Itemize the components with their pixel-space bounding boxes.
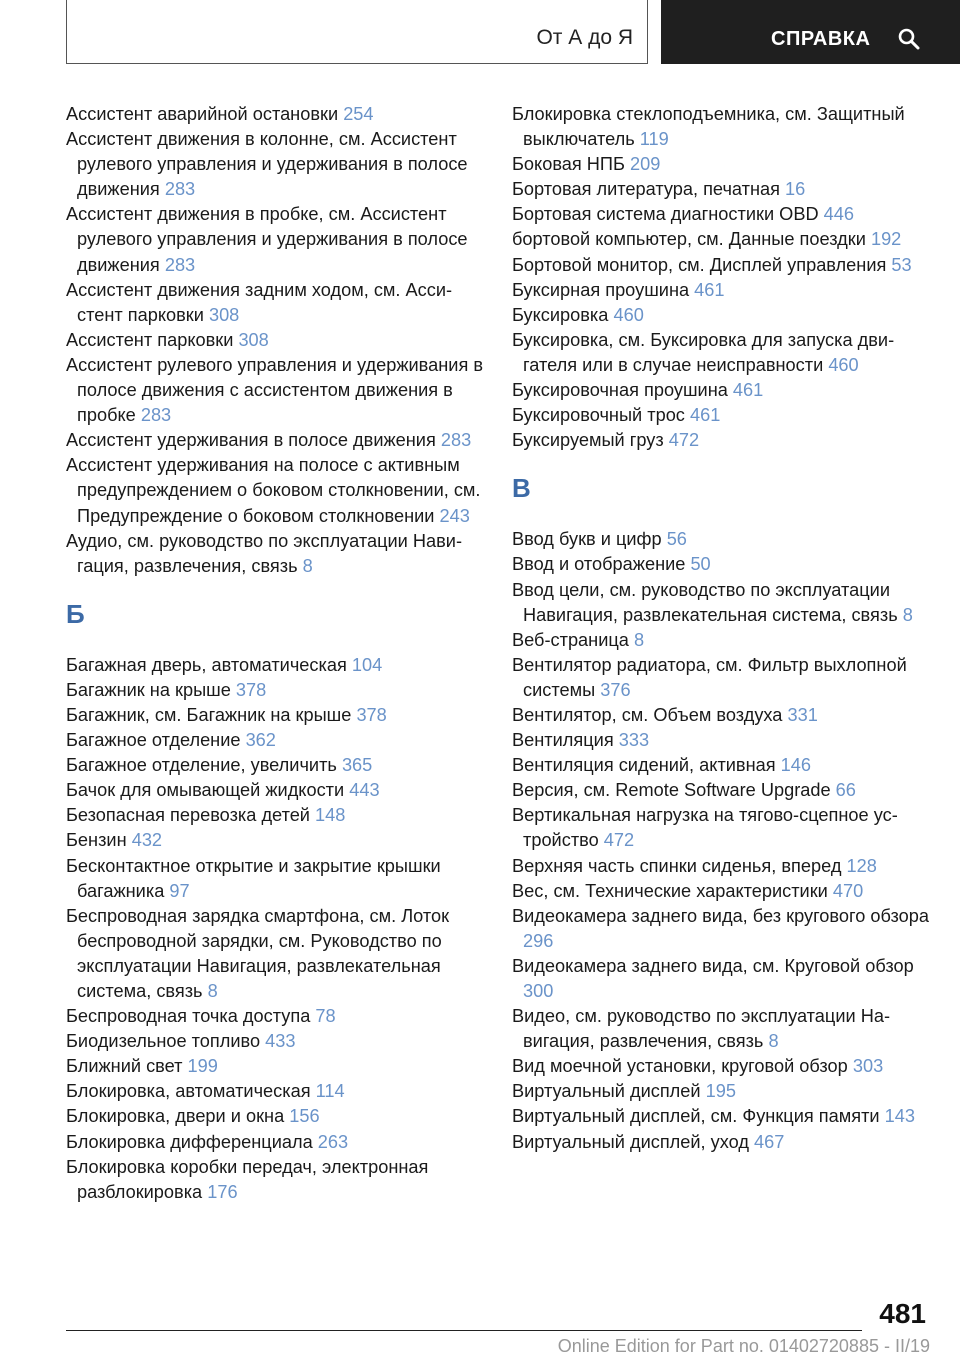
index-entry-text: Блокировка дифференциала: [66, 1131, 318, 1152]
index-entry-text: Видеокамера заднего вида, без кругового обзора: [512, 905, 930, 926]
index-entry-text: Ассистент аварийной остановки: [66, 104, 344, 124]
page-reference-link[interactable]: 376: [600, 679, 631, 700]
index-entry: [66, 1130, 486, 1155]
page-reference-link[interactable]: 461: [732, 380, 764, 401]
index-entry: [512, 904, 932, 954]
index-entry: [66, 703, 486, 728]
index-entry-text: Ввод и отображение: [512, 554, 691, 575]
page-reference-link[interactable]: 119: [639, 129, 669, 150]
page-reference-link[interactable]: 176: [207, 1181, 238, 1202]
tab-a-to-z-label: От А до Я: [536, 26, 633, 49]
tab-help-label: СПРАВКА: [771, 28, 871, 50]
index-entry: [66, 828, 486, 853]
page-reference-link[interactable]: 472: [603, 830, 635, 851]
index-entry-text: Видео, см. руководство по эксплуатации Навигация, развлечения, связь: [512, 1006, 891, 1052]
page-reference-link[interactable]: 97: [169, 880, 190, 901]
page-reference-link[interactable]: 433: [265, 1031, 296, 1052]
index-entry: [512, 728, 932, 753]
index-entry-text: Виртуальный дисплей: [512, 1081, 706, 1102]
index-entry-text: Багажник на крыше: [66, 679, 236, 700]
page-reference-link[interactable]: 472: [668, 430, 700, 451]
index-entry: [512, 253, 932, 278]
index-entry: [512, 653, 932, 703]
page-reference-link[interactable]: 308: [208, 304, 240, 325]
index-entry: [66, 453, 486, 528]
index-entry: [512, 227, 932, 252]
index-entry: [512, 1054, 932, 1079]
page-reference-link[interactable]: 146: [780, 755, 812, 776]
index-entry-text: Ввод цели, см. руководство по эксплуатации Навигация, развлекательная система, связь: [512, 579, 903, 625]
index-column-right: [512, 102, 932, 1155]
index-entry: [512, 703, 932, 728]
page-reference-link[interactable]: 156: [289, 1106, 320, 1127]
index-entry: [66, 728, 486, 753]
index-entry: [66, 1079, 486, 1104]
index-entry: [66, 778, 486, 803]
index-entry: [66, 904, 486, 1004]
page-reference-link[interactable]: 53: [891, 254, 912, 275]
page-number: 481: [879, 1298, 926, 1329]
index-entry-text: Ближний свет: [66, 1056, 188, 1077]
index-entry-text: Безопасная перевозка детей: [66, 805, 316, 826]
index-entry-text: Аудио, см. руководство по эксплуатации Навигация, развлечения, связь: [66, 530, 463, 576]
index-entry: [66, 102, 486, 127]
index-entry-text: Вес, см. Технические характеристики: [512, 880, 833, 901]
index-column-left: [66, 102, 486, 1205]
page-reference-link[interactable]: 8: [302, 555, 313, 576]
index-entry-text: Виртуальный дисплей, см. Функция памяти: [512, 1106, 885, 1127]
index-entry-text: Багажное отделение, увеличить: [66, 755, 342, 776]
index-entry: [512, 202, 932, 227]
page-reference-link[interactable]: 378: [235, 679, 267, 700]
index-entry-text: Беспроводная точка доступа: [66, 1006, 316, 1027]
index-entry: [512, 954, 932, 1004]
index-entry-text: Вид моечной установки, круговой обзор: [512, 1056, 853, 1077]
page-reference-link[interactable]: 283: [440, 430, 472, 451]
index-entry: [66, 803, 486, 828]
index-entry-text: Биодизельное топливо: [66, 1031, 266, 1052]
index-entry-text: Буксирная проушина: [512, 279, 695, 300]
page-reference-link[interactable]: 308: [238, 329, 269, 350]
page-reference-link[interactable]: 333: [618, 730, 650, 751]
index-entry: [512, 803, 932, 853]
page-reference-link[interactable]: 263: [317, 1131, 349, 1152]
index-entry: [66, 278, 486, 328]
index-entry-text: Вентилятор, см. Объем воздуха: [512, 704, 788, 725]
page-reference-link[interactable]: 296: [523, 930, 554, 951]
page-reference-link[interactable]: 16: [785, 179, 806, 200]
page-reference-link[interactable]: 460: [828, 354, 859, 375]
index-entry-text: Видеокамера заднего вида, см. Круговой обзор: [512, 955, 914, 976]
index-entry-text: Ассистент парковки: [66, 329, 239, 350]
page-reference-link[interactable]: 283: [164, 179, 196, 200]
page-reference-link[interactable]: 78: [315, 1006, 336, 1027]
index-entry: [66, 678, 486, 703]
index-entry: [512, 778, 932, 803]
index-entry-text: Веб-страница: [512, 629, 634, 650]
index-entry: [66, 1155, 486, 1205]
index-entry: [512, 628, 932, 653]
edition-note: Online Edition for Part no. 01402720885 - II/19: [557, 1336, 930, 1356]
index-letter-heading: В: [512, 473, 531, 504]
index-entry-text: Багажник, см. Багажник на крыше: [66, 704, 357, 725]
tab-help[interactable]: [661, 0, 960, 64]
index-entry-text: Буксируемый груз: [512, 430, 669, 451]
page-reference-link[interactable]: 460: [613, 304, 644, 325]
search-icon[interactable]: [898, 28, 920, 50]
index-entry-text: Ввод букв и цифр: [512, 529, 667, 550]
page-reference-link[interactable]: 114: [315, 1081, 345, 1102]
index-entry-text: Вертикальная нагрузка на тягово-сцепное устройство: [512, 805, 898, 851]
page-reference-link[interactable]: 331: [787, 704, 818, 725]
page-reference-link[interactable]: 443: [349, 780, 380, 801]
index-entry-text: Блокировка стеклоподъемника, см. Защитный выключатель: [512, 104, 905, 150]
index-entry: [512, 102, 932, 152]
index-entry: [512, 527, 932, 552]
index-entry: [512, 303, 932, 328]
page-reference-link[interactable]: 8: [902, 604, 913, 625]
index-entry-text: Бачок для омывающей жидкости: [66, 780, 350, 801]
index-entry-text: Ассистент движения задним ходом, см. Ассистент парковки: [66, 279, 453, 325]
page-reference-link[interactable]: 143: [884, 1106, 915, 1127]
page-reference-link[interactable]: 56: [666, 529, 687, 550]
index-entry-text: Верхняя часть спинки сиденья, вперед: [512, 855, 847, 876]
page-reference-link[interactable]: 199: [187, 1056, 218, 1077]
index-entry-text: Блокировка, двери и окна: [66, 1106, 290, 1127]
index-entry-text: Буксировочная проушина: [512, 380, 733, 401]
index-entry: [66, 1104, 486, 1129]
page-reference-link[interactable]: 467: [754, 1131, 785, 1152]
tab-a-to-z[interactable]: [66, 0, 648, 64]
index-entry: [66, 328, 486, 353]
index-entry-text: Вентиляция: [512, 730, 619, 751]
index-entry: [512, 378, 932, 403]
index-entry-text: Виртуальный дисплей, уход: [512, 1131, 755, 1152]
page-reference-link[interactable]: 461: [689, 405, 721, 426]
index-entry: [66, 202, 486, 277]
index-entry: [512, 1104, 932, 1129]
index-entry-text: Бортовой монитор, см. Дисплей управления: [512, 254, 892, 275]
index-entry: [66, 1004, 486, 1029]
page-reference-link[interactable]: 283: [140, 405, 172, 426]
index-entry: [66, 127, 486, 202]
index-entry-text: Ассистент движения в пробке, см. Ассистент рулевого управления и удерживания в полосе движения: [66, 204, 468, 275]
page-reference-link[interactable]: 66: [835, 780, 856, 801]
page-reference-link[interactable]: 209: [630, 154, 661, 175]
index-entry: [512, 879, 932, 904]
index-entry-text: Ассистент удерживания на полосе с активным предупреждением о боковом столкновении, см. Предупреждение о боковом столкновении: [66, 455, 481, 526]
index-entry: [66, 1029, 486, 1054]
index-entry-text: Беспроводная зарядка смартфона, см. Лоток беспроводной зарядки, см. Руководство по эксплуатации Навигация, развлекательная система, связь: [66, 905, 450, 1001]
index-entry-text: Буксировочный трос: [512, 405, 690, 426]
index-entry: [66, 753, 486, 778]
index-entry-text: Ассистент движения в колонне, см. Ассистент рулевого управления и удерживания в полосе движения: [66, 129, 468, 200]
index-entry: [66, 854, 486, 904]
page-reference-link[interactable]: 8: [207, 981, 218, 1001]
index-entry: [512, 1079, 932, 1104]
index-entry-text: Вентиляция сидений, активная: [512, 755, 781, 776]
page-reference-link[interactable]: 446: [823, 204, 854, 225]
page-reference-link[interactable]: 104: [351, 654, 383, 675]
page-reference-link[interactable]: 283: [164, 254, 196, 275]
page-reference-link[interactable]: 243: [439, 505, 470, 526]
index-entry: [66, 653, 486, 678]
index-entry: [512, 177, 932, 202]
footer-rule: [66, 1330, 862, 1331]
index-entry-text: Блокировка, автоматическая: [66, 1081, 316, 1102]
page-reference-link[interactable]: 300: [523, 981, 554, 1001]
index-entry: [512, 578, 932, 628]
index-entry: [512, 278, 932, 303]
index-entry: [512, 552, 932, 577]
page-reference-link[interactable]: 470: [832, 880, 864, 901]
page-reference-link[interactable]: 50: [690, 554, 711, 575]
index-entry-text: Бесконтактное открытие и закрытие крышки багажника: [66, 855, 441, 901]
page-reference-link[interactable]: 148: [315, 805, 346, 826]
index-entry-text: Бензин: [66, 830, 132, 851]
page-reference-link[interactable]: 128: [846, 855, 877, 876]
index-entry: [512, 753, 932, 778]
index-entry: [512, 428, 932, 453]
page-reference-link[interactable]: 192: [870, 229, 902, 250]
index-entry: [512, 1130, 932, 1155]
page-reference-link[interactable]: 461: [694, 279, 725, 300]
index-entry: [512, 854, 932, 879]
index-entry-text: Багажное отделение: [66, 730, 246, 751]
page-reference-link[interactable]: 8: [633, 629, 645, 650]
page-reference-link[interactable]: 378: [356, 704, 387, 725]
index-entry: [66, 529, 486, 579]
index-entry: [66, 353, 486, 428]
index-entry: [512, 1004, 932, 1054]
page-reference-link[interactable]: 303: [852, 1056, 884, 1077]
page-reference-link[interactable]: 195: [705, 1081, 736, 1102]
index-entry-text: Буксировка: [512, 304, 614, 325]
index-entry: [66, 1054, 486, 1079]
index-entry-text: Багажная дверь, автоматическая: [66, 654, 352, 675]
page-reference-link[interactable]: 362: [245, 730, 276, 751]
index-entry-text: Вентилятор радиатора, см. Фильтр выхлопной системы: [512, 654, 907, 700]
index-letter-heading: Б: [66, 598, 85, 629]
index-entry-text: Буксировка, см. Буксировка для запуска двигателя или в случае неисправности: [512, 329, 895, 375]
index-entry-text: Блокировка коробки передач, электронная разблокировка: [66, 1156, 429, 1202]
page-reference-link[interactable]: 365: [341, 755, 373, 776]
index-entry-text: Бортовая система диагностики OBD: [512, 204, 824, 225]
index-entry: [512, 152, 932, 177]
index-entry-text: Бортовая литература, печатная: [512, 179, 786, 200]
index-entry: [66, 428, 486, 453]
index-entry-text: Боковая НПБ: [512, 154, 630, 175]
index-entry: [512, 328, 932, 378]
index-entry: [512, 403, 932, 428]
index-entry-text: Ассистент рулевого управления и удерживания в полосе движения с ассистентом движения в пробке: [66, 354, 484, 426]
index-entry-text: Версия, см. Remote Software Upgrade: [512, 780, 836, 801]
page-reference-link[interactable]: 254: [343, 104, 374, 124]
page-reference-link[interactable]: 8: [768, 1031, 779, 1052]
index-entry-text: Ассистент удерживания в полосе движения: [66, 430, 441, 451]
index-entry-text: бортовой компьютер, см. Данные поездки: [512, 229, 871, 250]
page-reference-link[interactable]: 432: [131, 830, 163, 851]
